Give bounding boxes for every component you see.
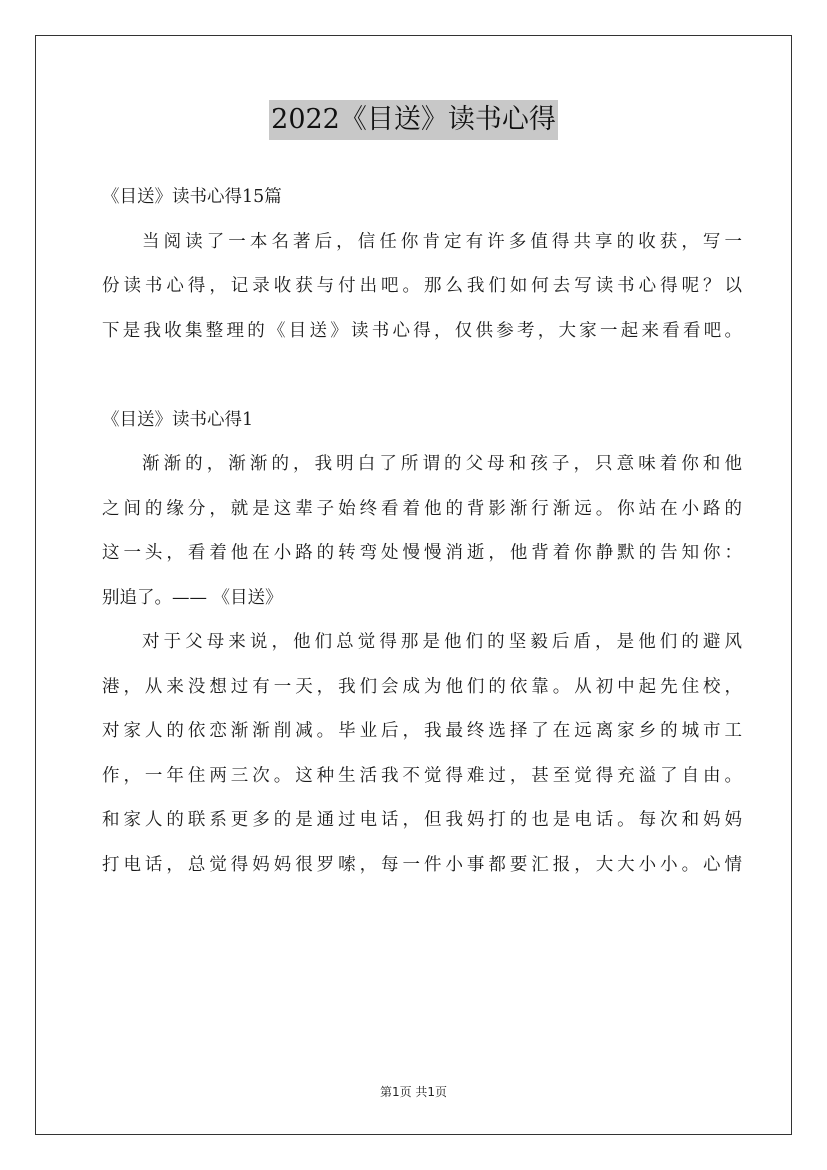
paragraph1-line-1: 渐渐的，渐渐的，我明白了所谓的父母和孩子，只意味着你和他 [142,454,742,474]
paragraph1-line-4: 别追了。—— 《目送》 [102,587,283,608]
intro-line-1: 当阅读了一本名著后，信任你肯定有许多值得共享的收获，写一 [142,231,742,252]
paragraph1-line-3: 这一头，看着他在小路的转弯处慢慢消逝，他背着你静默的告知你： [102,543,742,563]
intro-line-3: 下是我收集整理的《目送》读书心得，仅供参考，大家一起来看看吧。 [102,320,742,341]
paragraph2-line-5: 和家人的联系更多的是通过电话，但我妈打的也是电话。每次和妈妈 [102,810,742,830]
paragraph2-line-4: 作，一年住两三次。这种生活我不觉得难过，甚至觉得充溢了自由。 [102,765,742,786]
document-subtitle: 《目送》读书心得15篇 [102,187,282,207]
page-number-footer: 第1页 共1页 [379,1085,448,1099]
paragraph1-line-2: 之间的缘分，就是这辈子始终看着他的背影渐行渐远。你站在小路的 [102,498,742,519]
title-container [0,100,827,140]
intro-line-2: 份读书心得，记录收获与付出吧。那么我们如何去写读书心得呢？以 [102,276,742,296]
paragraph2-line-6: 打电话，总觉得妈妈很罗嗦，每一件小事都要汇报，大大小小。心情 [102,854,742,875]
paragraph2-line-1: 对于父母来说，他们总觉得那是他们的坚毅后盾，是他们的避风 [142,632,742,652]
section-heading: 《目送》读书心得1 [102,409,254,430]
paragraph2-line-2: 港，从来没想过有一天，我们会成为他们的依靠。从初中起先住校， [102,676,742,697]
section-spacer [102,353,742,398]
paragraph2-line-3: 对家人的依恋渐渐削减。毕业后，我最终选择了在远离家乡的城市工 [102,721,742,741]
document-title: 2022《目送》读书心得 [269,100,558,140]
document-body [102,175,742,887]
